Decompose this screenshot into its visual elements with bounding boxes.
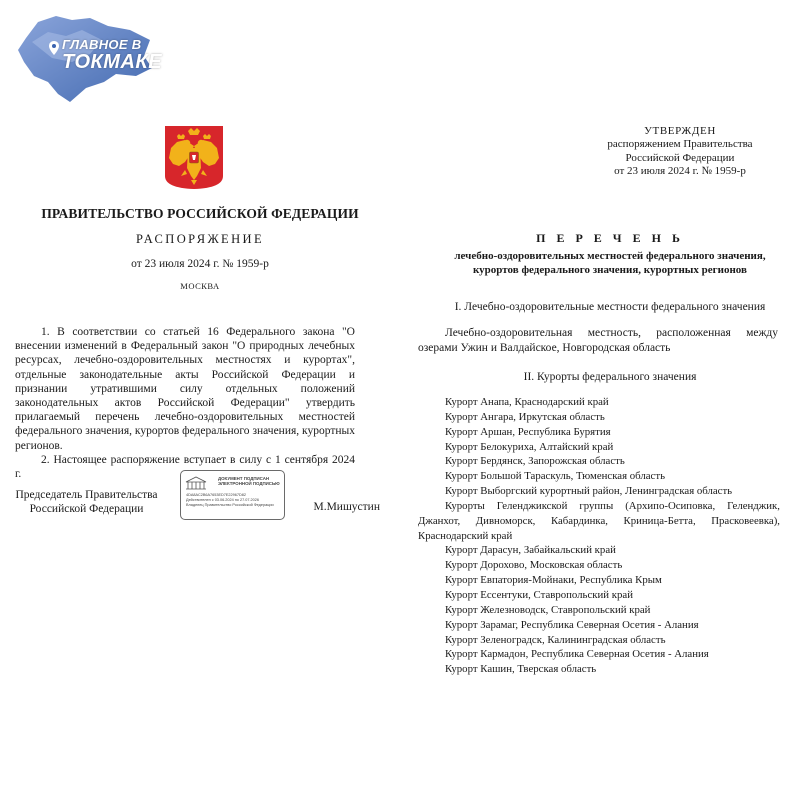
city: МОСКВА (180, 281, 220, 291)
list-title: П Е Р Е Ч Е Н Ь (536, 231, 684, 245)
logo-line1: ГЛАВНОЕ В (62, 37, 142, 52)
approved-line2: Российской Федерации (625, 151, 735, 164)
resort-list-item: Курорты Геленджикской группы (Архипо-Осиповка, Геленджик, Джанхот, Дивноморск, Кабардинка, Криница-Бетта, Прасковеевка), Краснодарский край (418, 499, 780, 542)
resort-list-item: Курорт Белокуриха, Алтайский край (445, 440, 614, 453)
resort-list-item: Курорт Зарамаг, Республика Северная Осетия - Алания (445, 618, 699, 631)
section-2-title: II. Курорты федерального значения (523, 371, 697, 383)
resort-list-item: Курорт Зеленоградск, Калининградская область (445, 633, 666, 646)
signatory-position-line2: Российской Федерации (29, 503, 144, 515)
resort-list-item: Курорт Ессентуки, Ставропольский край (445, 588, 633, 601)
russian-coat-of-arms-icon (163, 124, 225, 190)
resort-list-item: Курорт Кармадон, Республика Северная Осетия - Алания (445, 648, 709, 661)
resort-list-item: Курорт Аршан, Республика Бурятия (445, 425, 611, 438)
signatory-name: М.Мишустин (313, 501, 380, 513)
approved-line3: от 23 июля 2024 г. № 1959-р (614, 165, 746, 178)
resort-list-item: Курорт Кашин, Тверская область (445, 663, 597, 676)
order-type: РАСПОРЯЖЕНИЕ (136, 232, 264, 246)
government-building-icon (185, 476, 207, 490)
government-title: ПРАВИТЕЛЬСТВО РОССИЙСКОЙ ФЕДЕРАЦИИ (41, 206, 359, 221)
stamp-owner: Владелец Правительство Российской Федерации (186, 503, 274, 507)
resort-list-item: Курорт Железноводск, Ставропольский край (445, 603, 651, 616)
resort-list-item: Курорт Анапа, Краснодарский край (445, 396, 609, 408)
logo-line2: ТОКМАКЕ (62, 51, 163, 73)
approved-title: УТВЕРЖДЕН (644, 125, 716, 137)
paragraph-1: 1. В соответствии со статьей 16 Федерального закона "О внесении изменений в Федеральный закон "О природных лечебных ресурсах, лечебно-оздоровительных местностях и курортах", отдельные законодательные акты Российской Федерации и признании утратившими силу отдельных положений законодательных актов Российской Федерации" утвердить прилагаемый перечень лечебно-оздоровительных местностей федерального значения, курортов федерального значения, курортных регионов. (15, 326, 355, 452)
resort-list-item: Курорт Дорохово, Московская область (445, 559, 623, 572)
list-subtitle-line1: лечебно-оздоровительных местностей федерального значения, (454, 250, 766, 262)
resort-list-item: Курорт Выборгский курортный район, Ленинградская область (445, 485, 733, 498)
section-1-title: I. Лечебно-оздоровительные местности федерального значения (454, 301, 766, 313)
stamp-certificate: 4DA8AC2B6A7653ED7E22967D82 (186, 493, 246, 497)
electronic-signature-stamp (180, 470, 285, 520)
resort-list-item: Курорт Ангара, Иркутская область (445, 410, 605, 423)
list-subtitle (420, 250, 800, 277)
resort-list-item: Курорт Дарасун, Забайкальский край (445, 544, 616, 557)
stamp-details (186, 493, 282, 508)
resort-list-item: Курорт Бердянск, Запорожская область (445, 455, 625, 468)
resort-list (418, 395, 780, 677)
signatory-position (15, 488, 158, 516)
section-1-text: Лечебно-оздоровительная местность, расположенная между озерами Ужин и Валдайское, Новгородская область (418, 327, 778, 354)
resort-list-item: Курорт Большой Тараскуль, Тюменская область (445, 470, 665, 483)
appendix-page (400, 0, 800, 800)
order-date: от 23 июля 2024 г. № 1959-р (131, 258, 269, 270)
list-subtitle-line2: курортов федерального значения, курортных регионов (473, 263, 747, 276)
approved-line1: распоряжением Правительства (607, 138, 753, 151)
stamp-title: ДОКУМЕНТ ПОДПИСАН ЭЛЕКТРОННОЙ ПОДПИСЬЮ (218, 476, 280, 486)
paragraph-2: 2. Настоящее распоряжение вступает в силу с 1 сентября 2024 г. (15, 453, 355, 481)
stamp-validity: Действителен с 03.06.2024 по 27.07.2026 (186, 498, 259, 502)
signatory-position-line1: Председатель Правительства (15, 489, 158, 501)
approval-block (590, 125, 770, 179)
order-body (15, 325, 355, 481)
resort-list-item: Курорт Евпатория-Мойнаки, Республика Крым (445, 574, 662, 587)
